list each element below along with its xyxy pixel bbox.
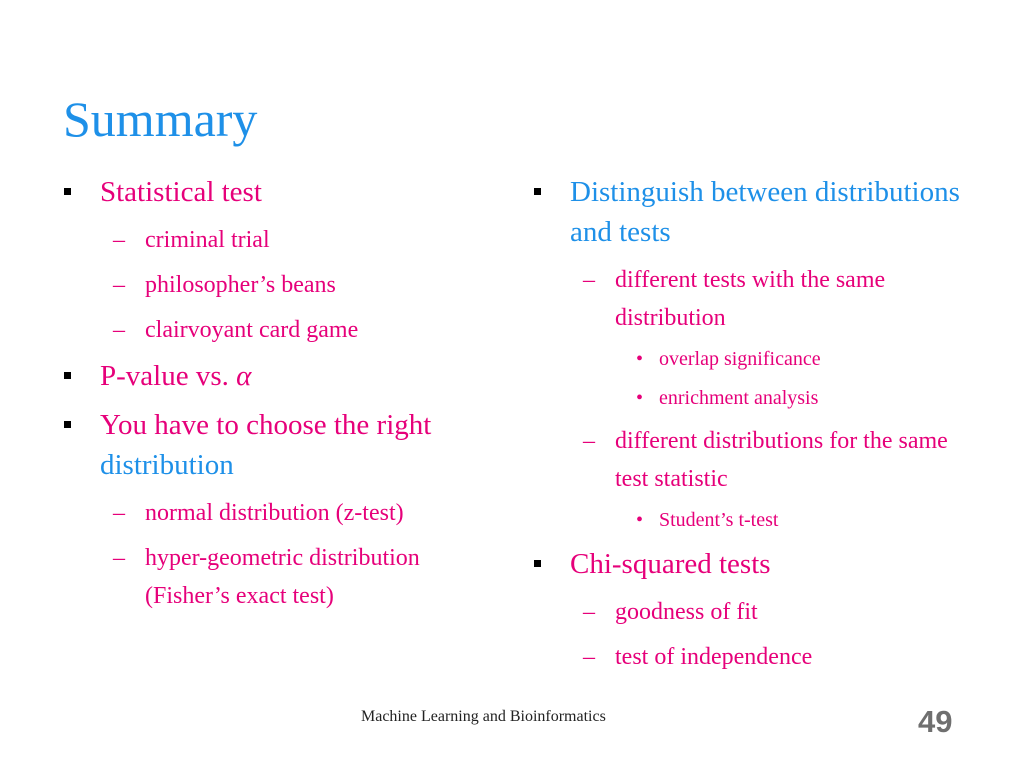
- dash-bullet-icon: –: [113, 317, 125, 343]
- dash-bullet-icon: –: [113, 545, 125, 571]
- bullet-text-highlight: distribution: [100, 449, 234, 481]
- bullet-distinguish: [532, 172, 972, 252]
- dash-bullet-icon: –: [113, 500, 125, 526]
- sub-item-text: different distributions for the same test statistic: [615, 428, 948, 492]
- dash-bullet-icon: –: [113, 272, 125, 298]
- sub-item-text: goodness of fit: [615, 599, 758, 625]
- dash-bullet-icon: –: [583, 599, 595, 625]
- sub-item-text: hyper-geometric distribution (Fisher’s exact test): [145, 545, 420, 609]
- sub-item-text: clairvoyant card game: [145, 317, 359, 343]
- dash-bullet-icon: –: [583, 267, 595, 293]
- sub-sub-item-text: Student’s t-test: [659, 509, 779, 531]
- sub-sub-item-enrichment: [532, 383, 972, 413]
- dash-bullet-icon: –: [583, 428, 595, 454]
- sub-item-independence: [532, 638, 972, 676]
- sub-item-text: philosopher’s beans: [145, 272, 336, 298]
- slide-title: Summary: [63, 91, 258, 147]
- sub-item-different-tests: [532, 261, 972, 337]
- sub-item-normal-distribution: [62, 494, 502, 532]
- page-number: 49: [918, 704, 953, 739]
- sub-item-philosophers-beans: [62, 266, 502, 304]
- sub-sub-item-students-t: [532, 505, 972, 535]
- sub-sub-item-text: enrichment analysis: [659, 387, 819, 409]
- bullet-text: Statistical test: [100, 176, 262, 208]
- bullet-text: Chi-squared tests: [570, 548, 771, 580]
- dot-bullet-icon: •: [636, 348, 644, 370]
- bullet-text: P-value vs.: [100, 360, 237, 392]
- footer-text: Machine Learning and Bioinformatics: [361, 708, 606, 725]
- square-bullet-icon: [534, 188, 541, 195]
- dot-bullet-icon: •: [636, 509, 644, 531]
- right-column: [532, 172, 972, 683]
- square-bullet-icon: [64, 421, 71, 428]
- dot-bullet-icon: •: [636, 387, 644, 409]
- dash-bullet-icon: –: [113, 227, 125, 253]
- bullet-text: You have to choose the right: [100, 409, 432, 441]
- sub-item-criminal-trial: [62, 221, 502, 259]
- sub-item-goodness-of-fit: [532, 593, 972, 631]
- left-column: [62, 172, 502, 622]
- square-bullet-icon: [534, 560, 541, 567]
- bullet-choose-distribution: [62, 405, 502, 485]
- sub-item-text: different tests with the same distribution: [615, 267, 886, 331]
- sub-item-clairvoyant-card-game: [62, 311, 502, 349]
- bullet-statistical-test: [62, 172, 502, 212]
- sub-item-different-distributions: [532, 422, 972, 498]
- dash-bullet-icon: –: [583, 644, 595, 670]
- alpha-symbol: α: [236, 360, 252, 392]
- square-bullet-icon: [64, 188, 71, 195]
- sub-sub-item-overlap: [532, 344, 972, 374]
- bullet-chi-squared: [532, 544, 972, 584]
- bullet-pvalue: [62, 356, 502, 396]
- bullet-text: Distinguish between distributions and tests: [570, 176, 960, 248]
- square-bullet-icon: [64, 372, 71, 379]
- sub-sub-item-text: overlap significance: [659, 348, 821, 370]
- sub-item-text: criminal trial: [145, 227, 270, 253]
- sub-item-hyper-geometric: [62, 539, 502, 615]
- sub-item-text: test of independence: [615, 644, 813, 670]
- sub-item-text: normal distribution (z-test): [145, 500, 404, 526]
